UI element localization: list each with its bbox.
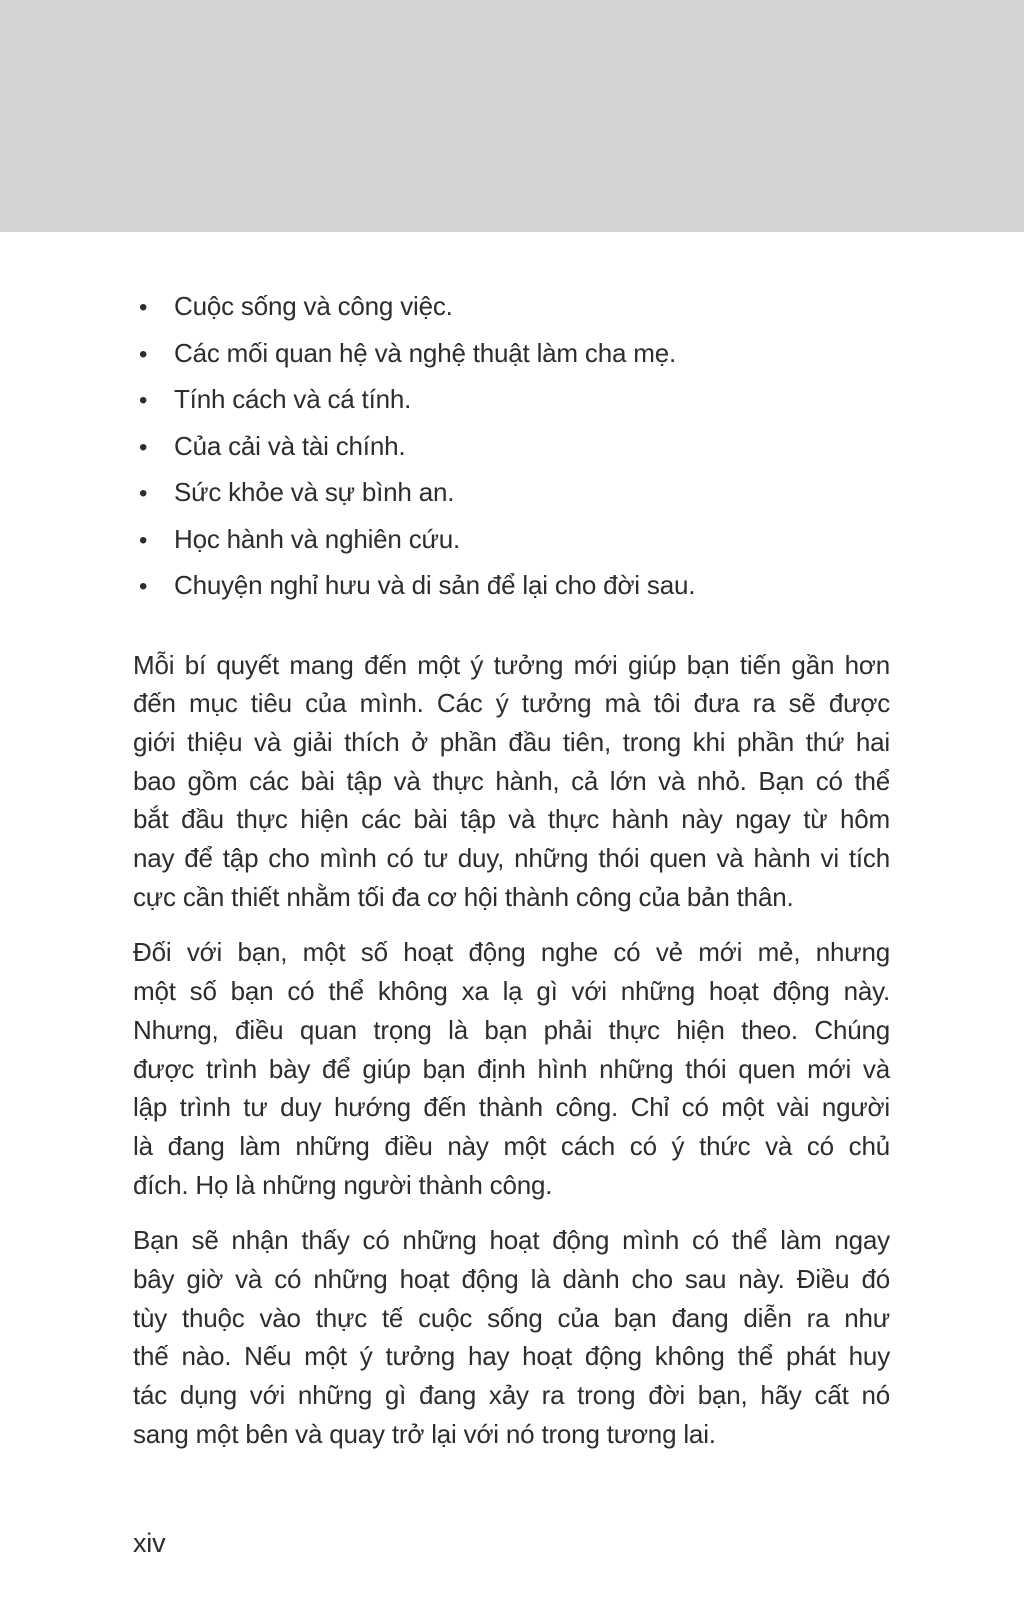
list-item xyxy=(133,470,890,517)
bullet-text: Cuộc sống và công việc. xyxy=(174,291,453,321)
text-line: Nhưng, điều quan trọng là bạn phải thực hiện theo. Chúng xyxy=(133,1014,890,1045)
text-line: nay để tập cho mình có tư duy, những thói quen và hành vi tích xyxy=(133,843,890,874)
paragraph-2 xyxy=(133,933,890,1204)
text-line: tùy thuộc vào thực tế cuộc sống của bạn đang diễn ra như xyxy=(133,1302,890,1333)
bullet-list xyxy=(133,284,890,610)
bullet-dot-icon: • xyxy=(139,526,148,554)
text-line: được trình bày để giúp bạn định hình những thói quen mới và xyxy=(133,1053,890,1084)
list-item xyxy=(133,377,890,424)
page-number: xiv xyxy=(133,1527,166,1558)
bullet-dot-icon: • xyxy=(139,387,148,414)
paragraph-3 xyxy=(133,1221,890,1453)
bullet-dot-icon: • xyxy=(139,573,148,600)
bullet-text: Học hành và nghiên cứu. xyxy=(174,523,460,554)
text-line: bây giờ và có những hoạt động là dành cho sau này. Điều đó xyxy=(133,1264,890,1295)
text-line: tác dụng với những gì đang xảy ra trong đời bạn, hãy cất nó xyxy=(133,1380,890,1411)
list-item xyxy=(133,517,890,564)
text-line: một số bạn có thể không xa lạ gì với những hoạt động này. xyxy=(133,976,890,1007)
header-banner xyxy=(0,0,1024,232)
list-item xyxy=(133,563,890,610)
bullet-text: Tính cách và cá tính. xyxy=(174,384,412,414)
text-line: đến mục tiêu của mình. Các ý tưởng mà tôi đưa ra sẽ được xyxy=(133,688,890,719)
text-line: là đang làm những điều này một cách có ý thức và có chủ xyxy=(133,1130,890,1161)
bullet-text: Chuyện nghỉ hưu và di sản để lại cho đời sau. xyxy=(174,570,696,600)
list-item xyxy=(133,284,890,331)
text-line: thế nào. Nếu một ý tưởng hay hoạt động không thể phát huy xyxy=(133,1341,890,1372)
bullet-text: Của cải và tài chính. xyxy=(174,430,406,461)
text-line: lập trình tư duy hướng đến thành công. Chỉ có một vài người xyxy=(133,1092,890,1123)
text-line: Mỗi bí quyết mang đến một ý tưởng mới giúp bạn tiến gần hơn xyxy=(133,649,890,680)
text-line: bắt đầu thực hiện các bài tập và thực hành này ngay từ hôm xyxy=(133,804,890,835)
text-line: Đối với bạn, một số hoạt động nghe có vẻ mới mẻ, nhưng xyxy=(133,937,890,968)
text-line: bao gồm các bài tập và thực hành, cả lớn và nhỏ. Bạn có thể xyxy=(133,765,890,796)
text-line: Bạn sẽ nhận thấy có những hoạt động mình có thể làm ngay xyxy=(133,1225,890,1256)
bullet-dot-icon: • xyxy=(139,294,148,321)
text-line: đích. Họ là những người thành công. xyxy=(133,1169,553,1200)
bullet-text: Sức khỏe và sự bình an. xyxy=(174,477,455,507)
text-line: sang một bên và quay trở lại với nó trong tương lai. xyxy=(133,1418,716,1449)
bullet-dot-icon: • xyxy=(139,480,148,507)
list-item xyxy=(133,331,890,378)
bullet-dot-icon: • xyxy=(139,433,148,461)
paragraph-1 xyxy=(133,646,890,917)
text-line: giới thiệu và giải thích ở phần đầu tiên, trong khi phần thứ hai xyxy=(133,726,890,757)
page-content xyxy=(0,284,1024,1562)
bullet-text: Các mối quan hệ và nghệ thuật làm cha mẹ. xyxy=(174,337,676,368)
bullet-dot-icon: • xyxy=(139,340,148,368)
text-line: cực cần thiết nhằm tối đa cơ hội thành công của bản thân. xyxy=(133,881,794,912)
list-item xyxy=(133,424,890,471)
